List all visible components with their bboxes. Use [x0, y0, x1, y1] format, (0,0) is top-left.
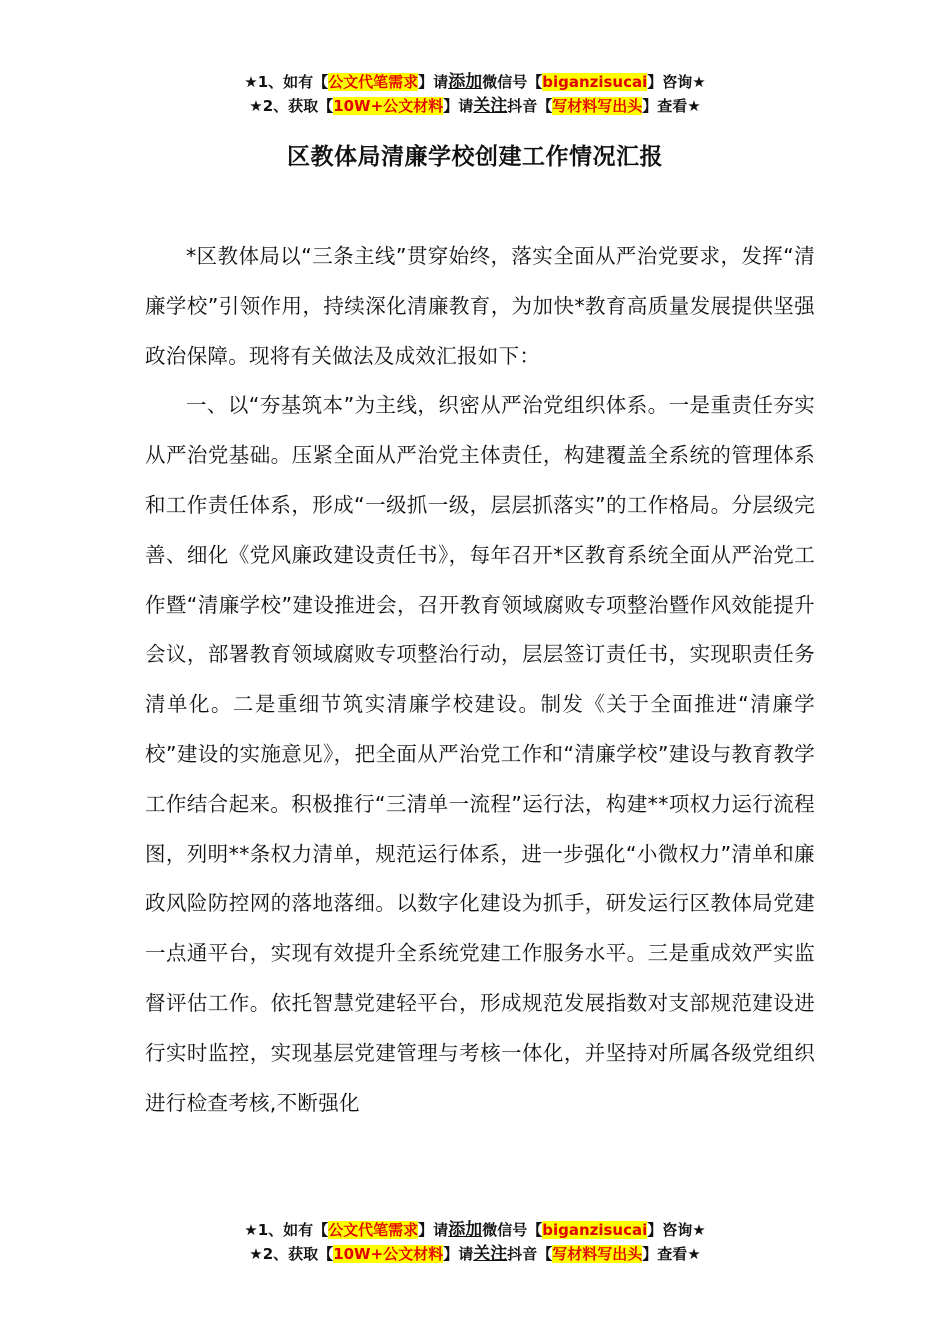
- promo-douyin-id: 写材料写出头: [552, 1245, 643, 1263]
- paragraph-section-1: 一、以“夯基筑本”为主线，织密从严治党组织体系。一是重责任夯实从严治党基础。压紧全面从严治党主体责任，构建覆盖全系统的管理体系和工作责任体系，形成“一级抓一级，层层抓落实”的工作格局。分层级完善、细化《党风廉政建设责任书》，每年召开*区教育系统全面从严治党工作暨“清廉学校”建设推进会，召开教育领域腐败专项整治暨作风效能提升会议，部署教育领域腐败专项整治行动，层层签订责任书，实现职责任务清单化。二是重细节筑实清廉学校建设。制发《关于全面推进“清廉学校”建设的实施意见》，把全面从严治党工作和“清廉学校”建设与教育教学工作结合起来。积极推行“三清单一流程”运行法，构建**项权力运行流程图，列明**条权力清单，规范运行体系，进一步强化“小微权力”清单和廉政风险防控网的落地落细。以数字化建设为抓手，研发运行区教体局党建一点通平台，实现有效提升全系统党建工作服务水平。三是重成效严实监督评估工作。依托智慧党建轻平台，形成规范发展指数对支部规范建设进行实时监控，实现基层党建管理与考核一体化，并坚持对所属各级党组织进行检查考核,不断强化: [145, 393, 815, 1115]
- promo-wechat-id: biganzisucai: [542, 1221, 648, 1239]
- promo-text: 】查看★: [642, 97, 701, 115]
- promo-line-1: [0, 70, 950, 94]
- promo-douyin-id: 写材料写出头: [552, 97, 643, 115]
- document-title: 区教体局清廉学校创建工作情况汇报: [287, 144, 663, 170]
- promo-text: ★1、如有【: [244, 1221, 329, 1239]
- document-body: [145, 232, 815, 1128]
- promo-text: ★2、获取【: [249, 1245, 334, 1263]
- promo-highlight: 公文代笔需求: [328, 1221, 419, 1239]
- promo-emphasis: 添加: [448, 1220, 483, 1240]
- promo-text: 抖音【: [507, 97, 553, 115]
- promo-text: ★2、获取【: [249, 97, 334, 115]
- promo-text: 】请: [418, 1221, 449, 1239]
- promo-header: [0, 70, 950, 118]
- promo-text: 】查看★: [642, 1245, 701, 1263]
- promo-emphasis: 关注: [473, 96, 508, 116]
- promo-highlight: 10W+公文材料: [333, 97, 444, 115]
- promo-text: 】请: [443, 1245, 474, 1263]
- promo-text: 】咨询★: [647, 73, 706, 91]
- promo-line-2: [0, 1242, 950, 1266]
- promo-text: 】咨询★: [647, 1221, 706, 1239]
- paragraph-intro: *区教体局以“三条主线”贯穿始终，落实全面从严治党要求，发挥“清廉学校”引领作用，持续深化清廉教育，为加快*教育高质量发展提供坚强政治保障。现将有关做法及成效汇报如下：: [145, 244, 815, 368]
- promo-text: 微信号【: [482, 73, 543, 91]
- promo-text: 抖音【: [507, 1245, 553, 1263]
- promo-emphasis: 添加: [448, 72, 483, 92]
- promo-line-1: [0, 1218, 950, 1242]
- promo-emphasis: 关注: [473, 1244, 508, 1264]
- promo-wechat-id: biganzisucai: [542, 73, 648, 91]
- promo-footer: [0, 1218, 950, 1266]
- promo-highlight: 公文代笔需求: [328, 73, 419, 91]
- promo-highlight: 10W+公文材料: [333, 1245, 444, 1263]
- promo-text: 】请: [418, 73, 449, 91]
- promo-text: 】请: [443, 97, 474, 115]
- promo-text: ★1、如有【: [244, 73, 329, 91]
- promo-line-2: [0, 94, 950, 118]
- promo-text: 微信号【: [482, 1221, 543, 1239]
